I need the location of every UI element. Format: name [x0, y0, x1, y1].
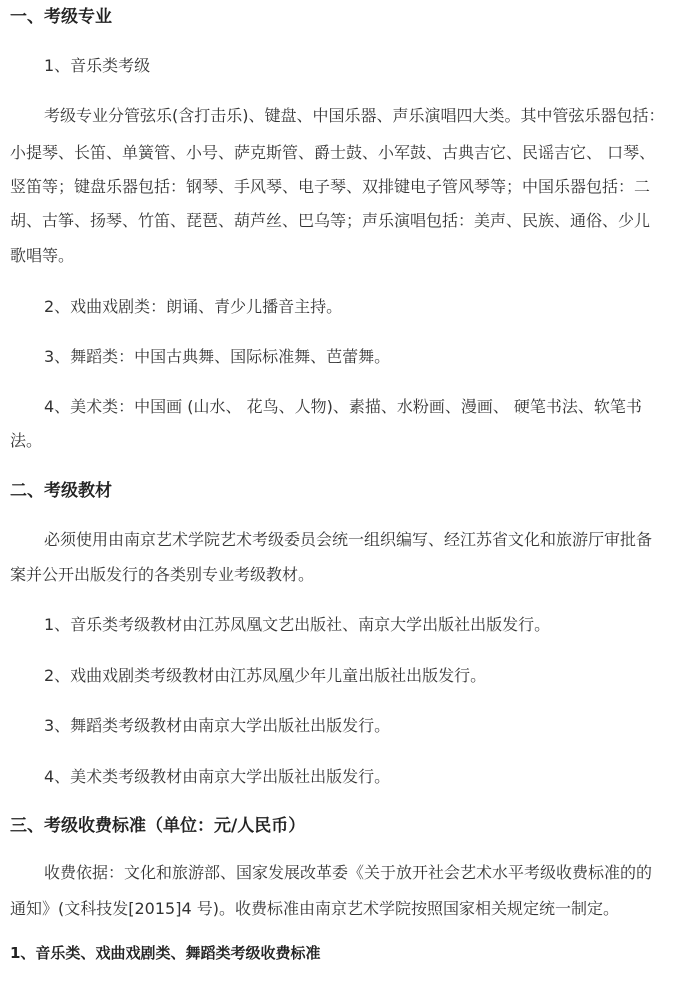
body-text-line: 竖笛等；键盘乐器包括：钢琴、手风琴、电子琴、双排键电子管风琴等；中国乐器包括：二	[10, 177, 651, 196]
music-category-title: 1、音乐类考级	[44, 56, 151, 75]
fee-subheading: 1、音乐类、戏曲戏剧类、舞蹈类考级收费标准	[10, 944, 321, 962]
textbook-item: 2、戏曲戏剧类考级教材由江苏凤凰少年儿童出版社出版发行。	[44, 666, 487, 685]
body-text-line: 歌唱等。	[10, 246, 75, 265]
textbook-intro-line: 案并公开出版发行的各类别专业考级教材。	[10, 565, 315, 584]
art-category-item: 4、美术类：中国画 (山水、 花鸟、人物)、素描、水粉画、漫画、 硬笔书法、软笔书	[44, 397, 642, 416]
section-heading-textbooks: 二、考级教材	[10, 481, 112, 501]
section-heading-fees: 三、考级收费标准（单位：元/人民币）	[10, 816, 306, 836]
textbook-item: 3、舞蹈类考级教材由南京大学出版社出版发行。	[44, 716, 391, 735]
fee-basis-line: 通知》(文科技发[2015]4 号)。收费标准由南京艺术学院按照国家相关规定统一制定。	[10, 899, 619, 918]
drama-category-item: 2、戏曲戏剧类：朗诵、青少儿播音主持。	[44, 297, 343, 316]
body-text-line: 考级专业分管弦乐(含打击乐)、键盘、中国乐器、声乐演唱四大类。其中管弦乐器包括：	[44, 106, 665, 125]
dance-category-item: 3、舞蹈类：中国古典舞、国际标准舞、芭蕾舞。	[44, 347, 391, 366]
textbook-item: 4、美术类考级教材由南京大学出版社出版发行。	[44, 767, 391, 786]
textbook-item: 1、音乐类考级教材由江苏凤凰文艺出版社、南京大学出版社出版发行。	[44, 615, 551, 634]
art-category-item-cont: 法。	[10, 431, 43, 450]
section-heading-majors: 一、考级专业	[10, 7, 112, 27]
body-text-line: 小提琴、长笛、单簧管、小号、萨克斯管、爵士鼓、小军鼓、古典吉它、民谣吉它、 口琴、	[10, 143, 656, 162]
fee-basis-line: 收费依据：文化和旅游部、国家发展改革委《关于放开社会艺术水平考级收费标准的的	[44, 863, 653, 882]
body-text-line: 胡、古筝、扬琴、竹笛、琵琶、葫芦丝、巴乌等；声乐演唱包括：美声、民族、通俗、少儿	[10, 211, 651, 230]
textbook-intro-line: 必须使用由南京艺术学院艺术考级委员会统一组织编写、经江苏省文化和旅游厅审批备	[44, 530, 653, 549]
